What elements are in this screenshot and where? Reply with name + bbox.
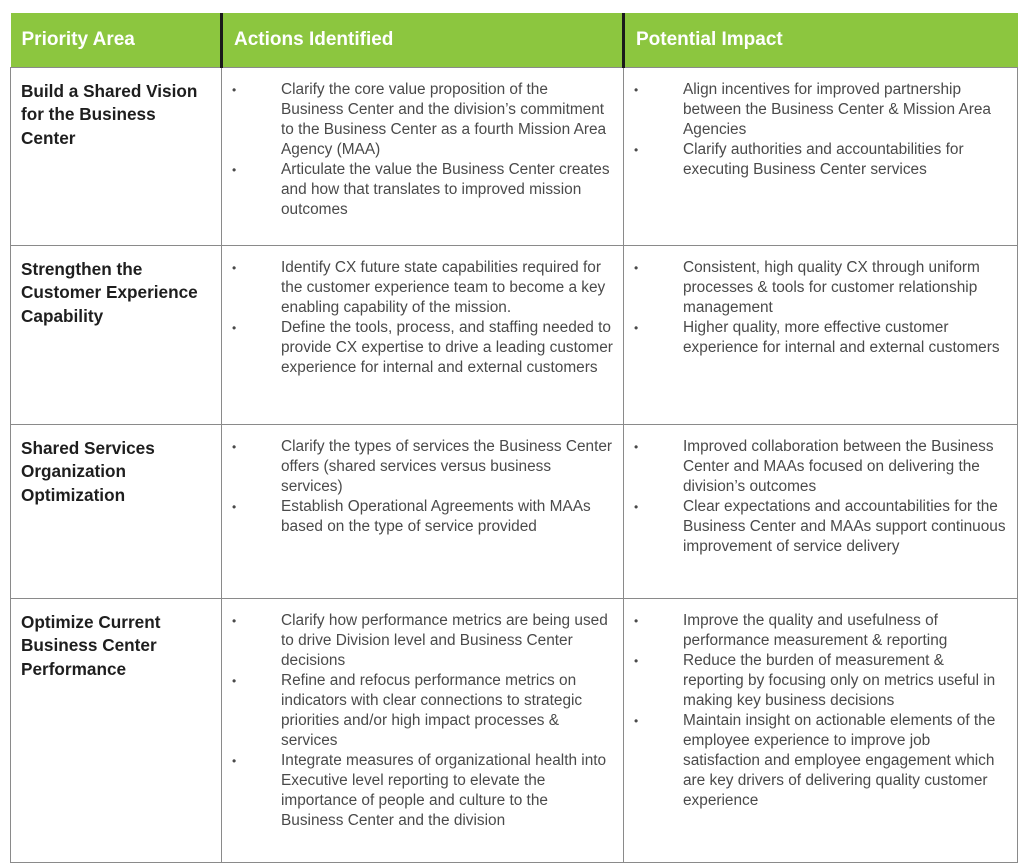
actions-list (232, 437, 613, 537)
bullet-icon: • (634, 142, 639, 157)
action-text: Clarify the core value proposition of the Business Center and the division’s commitment to the Business Center as a fourth Mission Area Agency (MAA) (281, 80, 607, 158)
bullet-icon: • (232, 260, 237, 275)
impacts-cell (624, 67, 1018, 245)
actions-cell (222, 67, 624, 245)
action-text: Refine and refocus performance metrics on indicators with clear connections to strategic priorities and/or high impact processes & services (281, 671, 583, 749)
impact-item (634, 80, 1007, 140)
impacts-list (634, 258, 1007, 358)
table-row (11, 67, 1018, 245)
action-item (232, 671, 613, 751)
priority-area-cell: Strengthen the Customer Experience Capability (11, 245, 222, 424)
bullet-icon: • (634, 260, 639, 275)
impacts-cell (624, 598, 1018, 862)
header-row (11, 13, 1018, 67)
action-text: Define the tools, process, and staffing needed to provide CX expertise to drive a leading customer experience for internal and external customers (281, 318, 613, 376)
bullet-icon: • (232, 439, 237, 454)
action-item (232, 437, 613, 497)
table-body (11, 67, 1018, 862)
action-item (232, 318, 613, 378)
impact-text: Maintain insight on actionable elements of the employee experience to improve job satisfaction and employee engagement which are key drivers of delivering quality customer experience (683, 711, 996, 809)
impacts-cell (624, 245, 1018, 424)
bullet-icon: • (232, 82, 237, 97)
priority-area-cell: Shared Services Organization Optimization (11, 424, 222, 598)
impact-text: Improve the quality and usefulness of performance measurement & reporting (683, 611, 948, 649)
action-text: Identify CX future state capabilities required for the customer experience team to become a key enabling capability of the mission. (281, 258, 606, 316)
bullet-icon: • (634, 653, 639, 668)
bullet-icon: • (634, 82, 639, 97)
impact-text: Align incentives for improved partnership between the Business Center & Mission Area Agencies (683, 80, 991, 138)
impacts-list (634, 611, 1007, 811)
impacts-cell (624, 424, 1018, 598)
bullet-icon: • (232, 613, 237, 628)
action-text: Establish Operational Agreements with MAAs based on the type of service provided (281, 497, 591, 535)
actions-cell (222, 245, 624, 424)
priority-area-cell: Optimize Current Business Center Performance (11, 598, 222, 862)
action-text: Integrate measures of organizational health into Executive level reporting to elevate the importance of people and culture to the Business Center and the division (281, 751, 607, 829)
action-text: Clarify how performance metrics are being used to drive Division level and Business Center decisions (281, 611, 608, 669)
actions-list (232, 80, 613, 220)
impact-item (634, 318, 1007, 358)
impact-item (634, 437, 1007, 497)
impacts-list (634, 80, 1007, 180)
table-row (11, 424, 1018, 598)
priority-table (10, 13, 1018, 863)
bullet-icon: • (634, 439, 639, 454)
bullet-icon: • (232, 753, 237, 768)
action-item (232, 80, 613, 160)
impact-text: Consistent, high quality CX through uniform processes & tools for customer relationship management (683, 258, 980, 316)
impact-item (634, 711, 1007, 811)
impact-item (634, 140, 1007, 180)
impact-text: Higher quality, more effective customer experience for internal and external customers (683, 318, 1000, 356)
actions-cell (222, 598, 624, 862)
table-header (11, 13, 1018, 67)
bullet-icon: • (634, 499, 639, 514)
actions-cell (222, 424, 624, 598)
actions-list (232, 258, 613, 378)
action-text: Clarify the types of services the Business Center offers (shared services versus business services) (281, 437, 613, 495)
action-item (232, 258, 613, 318)
header-potential-impact: Potential Impact (624, 13, 1018, 67)
impact-item (634, 497, 1007, 557)
header-actions-identified: Actions Identified (222, 13, 624, 67)
priority-area-cell: Build a Shared Vision for the Business Center (11, 67, 222, 245)
action-item (232, 160, 613, 220)
impact-text: Reduce the burden of measurement & reporting by focusing only on metrics useful in making key business decisions (683, 651, 996, 709)
impact-text: Clarify authorities and accountabilities for executing Business Center services (683, 140, 964, 178)
impact-item (634, 611, 1007, 651)
action-item (232, 611, 613, 671)
table-row (11, 245, 1018, 424)
action-item (232, 751, 613, 831)
impact-text: Clear expectations and accountabilities for the Business Center and MAAs support continuous improvement of service delivery (683, 497, 1006, 555)
action-text: Articulate the value the Business Center creates and how that translates to improved mission outcomes (281, 160, 610, 218)
bullet-icon: • (232, 499, 237, 514)
actions-list (232, 611, 613, 831)
impact-text: Improved collaboration between the Business Center and MAAs focused on delivering the division’s outcomes (683, 437, 994, 495)
bullet-icon: • (634, 320, 639, 335)
impacts-list (634, 437, 1007, 557)
header-priority-area: Priority Area (11, 13, 222, 67)
bullet-icon: • (232, 162, 237, 177)
bullet-icon: • (634, 713, 639, 728)
bullet-icon: • (634, 613, 639, 628)
action-item (232, 497, 613, 537)
table-row (11, 598, 1018, 862)
impact-item (634, 651, 1007, 711)
impact-item (634, 258, 1007, 318)
bullet-icon: • (232, 320, 237, 335)
bullet-icon: • (232, 673, 237, 688)
